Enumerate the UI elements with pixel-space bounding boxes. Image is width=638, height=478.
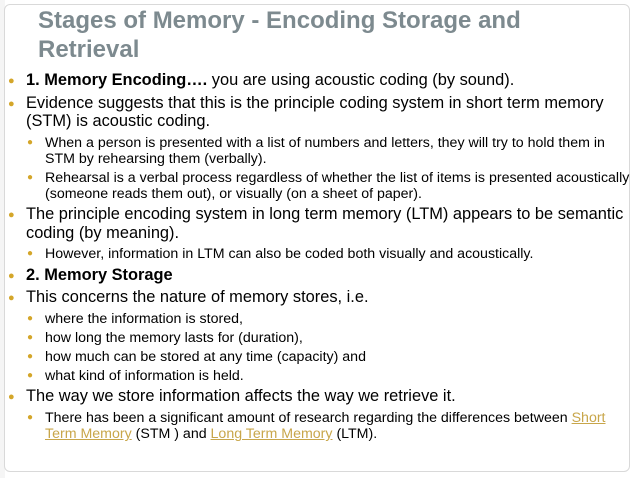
bullet-item-level2 bbox=[8, 410, 630, 442]
bullet-item-level2 bbox=[8, 170, 630, 202]
bullet-icon: ● bbox=[27, 370, 34, 382]
bullet-item-level2 bbox=[8, 246, 630, 262]
bullet-icon: ● bbox=[27, 136, 34, 148]
bullet-text: Evidence suggests that this is the principle coding system in short term memory (STM) is acoustic coding. bbox=[26, 93, 604, 130]
bullet-icon: ● bbox=[8, 209, 15, 222]
bullet-item-level2 bbox=[8, 330, 630, 346]
link-long-term-memory[interactable]: Long Term Memory bbox=[210, 426, 333, 443]
slide-title: Stages of Memory - Encoding Storage and Retrieval bbox=[38, 7, 521, 63]
bullet-item-level1 bbox=[8, 266, 630, 285]
bullet-text: This concerns the nature of memory stores, i.e. bbox=[26, 288, 369, 307]
bullet-icon: ● bbox=[8, 75, 15, 87]
bullet-icon: ● bbox=[27, 248, 34, 260]
bullet-text: (STM ) and bbox=[131, 426, 211, 443]
bullet-text: (LTM). bbox=[332, 426, 378, 443]
bullet-item-level2 bbox=[8, 135, 630, 167]
bullet-item-level1 bbox=[8, 387, 630, 406]
bullet-icon: ● bbox=[8, 97, 15, 110]
bullet-heading: 1. Memory Encoding…. bbox=[26, 71, 208, 89]
bullet-item-level2 bbox=[8, 349, 630, 365]
bullet-text: The way we store information affects the way we retrieve it. bbox=[26, 387, 456, 406]
bullet-item-level2 bbox=[8, 311, 630, 327]
bullet-heading: 2. Memory Storage bbox=[26, 265, 173, 284]
bullet-text: The principle encoding system in long term memory (LTM) appears to be semantic coding (by meaning). bbox=[26, 205, 624, 242]
bullet-text: how long the memory lasts for (duration), bbox=[45, 329, 303, 346]
bullet-icon: ● bbox=[27, 350, 34, 362]
bullet-icon: ● bbox=[8, 292, 15, 305]
bullet-item-level1 bbox=[8, 288, 630, 307]
bullet-text: where the information is stored, bbox=[45, 310, 243, 327]
bullet-item-level2 bbox=[8, 368, 630, 384]
bullet-icon: ● bbox=[27, 312, 34, 324]
bullet-text: However, information in LTM can also be coded both visually and acoustically. bbox=[45, 246, 534, 263]
bullet-icon: ● bbox=[27, 171, 34, 183]
bullet-text: Rehearsal is a verbal process regardless of whether the list of items is presented acoustically (someone reads them out), or visually (on a sheet of paper). bbox=[45, 169, 630, 203]
bullet-icon: ● bbox=[27, 331, 34, 343]
bullet-icon: ● bbox=[8, 391, 15, 404]
bullet-item-level1 bbox=[8, 94, 630, 131]
link-short-term-memory[interactable]: Short Term Memory bbox=[45, 409, 606, 443]
bullet-icon: ● bbox=[27, 411, 34, 423]
bullet-text: When a person is presented with a list of numbers and letters, they will try to hold them in STM by rehearsing them (verbally). bbox=[45, 134, 605, 167]
bullet-item-level1 bbox=[8, 205, 630, 242]
bullet-text: you are using acoustic coding (by sound). bbox=[207, 71, 515, 89]
bullet-icon: ● bbox=[8, 269, 15, 282]
bullet-text: what kind of information is held. bbox=[45, 368, 244, 385]
bullet-text: how much can be stored at any time (capacity) and bbox=[45, 348, 366, 365]
bullet-list bbox=[8, 71, 630, 445]
bullet-item-level1 bbox=[8, 71, 630, 90]
bullet-text: There has been a significant amount of research regarding the differences between bbox=[45, 409, 572, 426]
